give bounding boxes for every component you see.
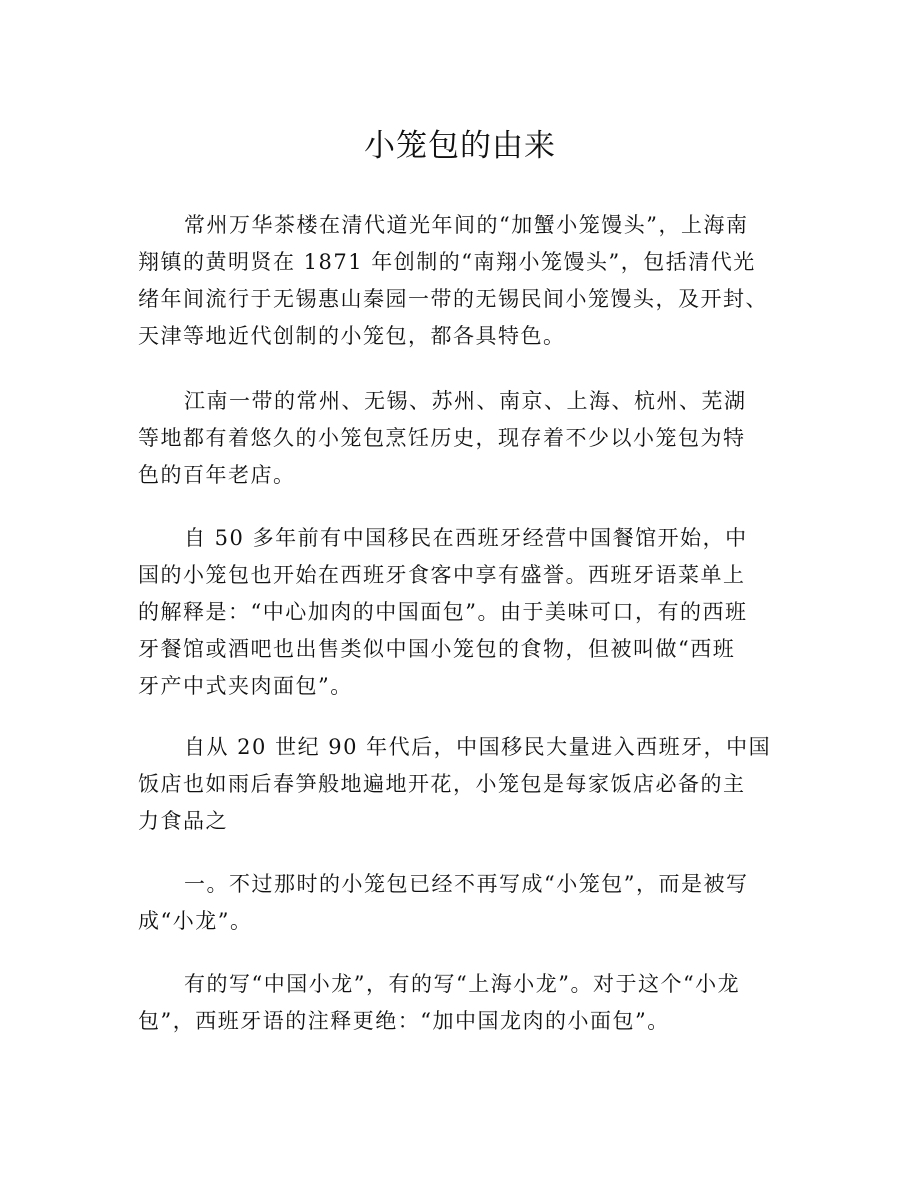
paragraph-line: 自 50 多年前有中国移民在西班牙经营中国餐馆开始，中 bbox=[184, 526, 748, 550]
paragraph-line: 自从 20 世纪 90 年代后，中国移民大量进入西班牙，中国 bbox=[184, 735, 772, 759]
paragraph-line: 翔镇的黄明贤在 1871 年创制的“南翔小笼馒头”，包括清代光 bbox=[138, 250, 756, 274]
paragraph-1 bbox=[138, 207, 798, 355]
paragraph-line: 牙餐馆或酒吧也出售类似中国小笼包的食物，但被叫做“西班 bbox=[138, 637, 736, 661]
paragraph-line: 国的小笼包也开始在西班牙食客中享有盛誉。西班牙语菜单上 bbox=[138, 563, 746, 587]
paragraph-line: 饭店也如雨后春笋般地遍地开花，小笼包是每家饭店必备的主 bbox=[138, 772, 746, 796]
paragraph-3 bbox=[138, 520, 798, 705]
paragraph-line: 的解释是：“中心加肉的中国面包”。由于美味可口，有的西班 bbox=[138, 600, 748, 624]
paragraph-6 bbox=[138, 966, 798, 1040]
paragraph-line: 等地都有着悠久的小笼包烹饪历史，现存着不少以小笼包为特 bbox=[138, 426, 746, 450]
paragraph-4 bbox=[138, 729, 798, 840]
paragraph-line: 一。不过那时的小笼包已经不再写成“小笼包”，而是被写 bbox=[184, 872, 749, 896]
paragraph-line: 包”，西班牙语的注释更绝：“加中国龙肉的小面包”。 bbox=[138, 1009, 670, 1033]
paragraph-line: 天津等地近代创制的小笼包，都各具特色。 bbox=[138, 324, 566, 348]
paragraph-line: 常州万华茶楼在清代道光年间的“加蟹小笼馒头”，上海南 bbox=[184, 213, 749, 237]
paragraph-5 bbox=[138, 866, 798, 940]
paragraph-line: 绪年间流行于无锡惠山秦园一带的无锡民间小笼馒头，及开封、 bbox=[138, 287, 768, 311]
paragraph-line: 江南一带的常州、无锡、苏州、南京、上海、杭州、芜湖 bbox=[184, 389, 747, 413]
paragraph-line: 牙产中式夹肉面包”。 bbox=[138, 674, 353, 698]
document-title: 小笼包的由来 bbox=[364, 128, 556, 164]
paragraph-line: 有的写“中国小龙”，有的写“上海小龙”。对于这个“小龙 bbox=[184, 972, 741, 996]
paragraph-line: 色的百年老店。 bbox=[138, 463, 296, 487]
paragraph-2 bbox=[138, 383, 798, 494]
paragraph-line: 力食品之 bbox=[138, 809, 228, 833]
paragraph-line: 成“小龙”。 bbox=[138, 909, 253, 933]
